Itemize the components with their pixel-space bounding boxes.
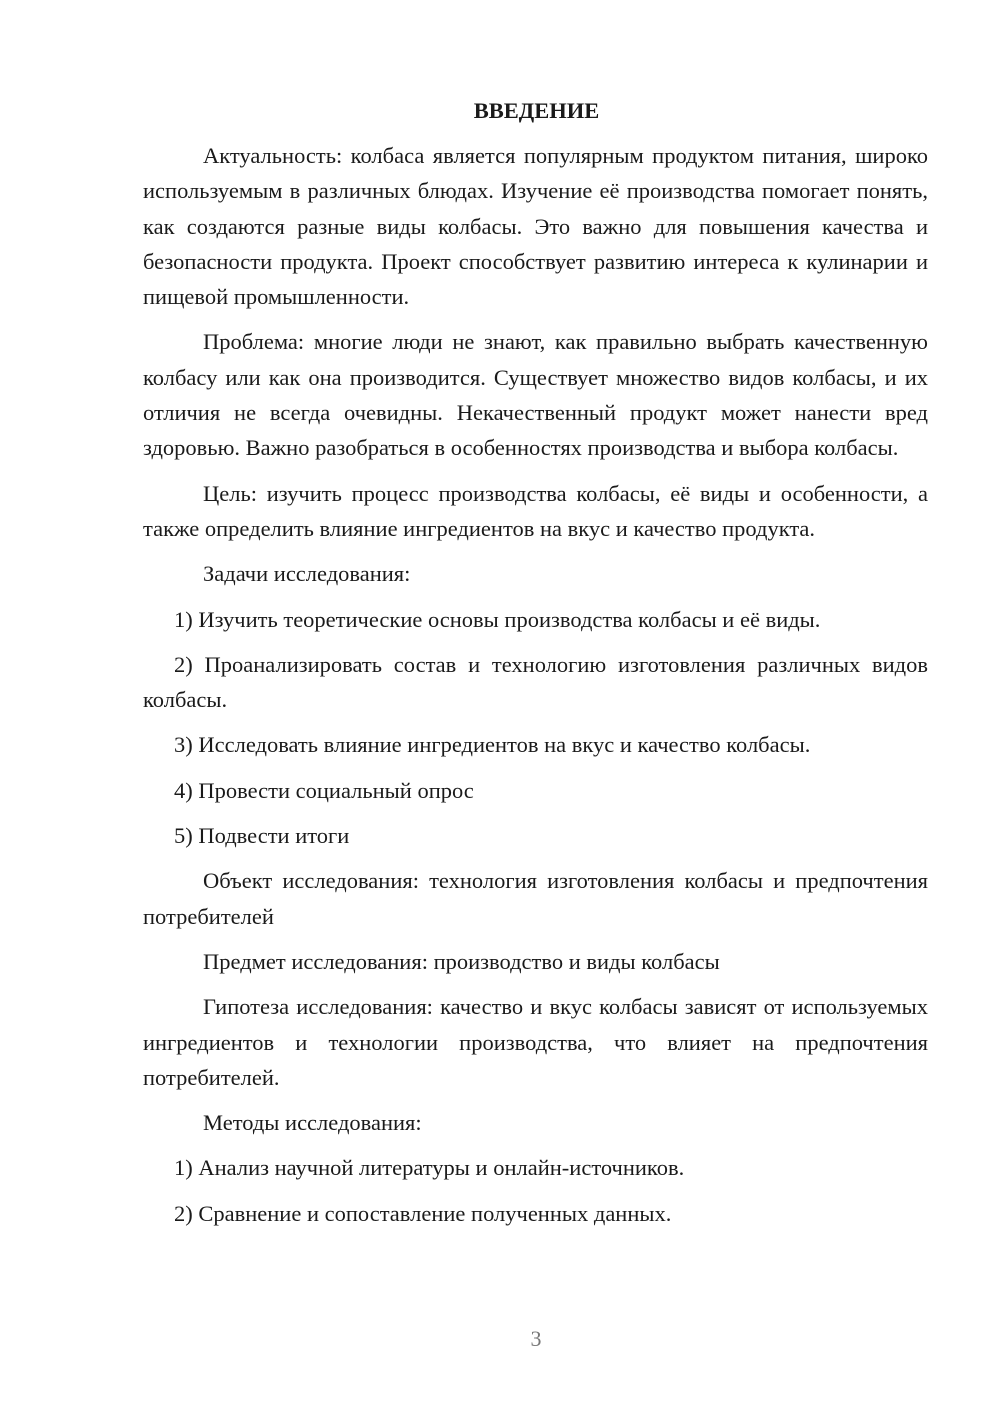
page-number: 3 [530,1326,542,1351]
hypothesis-paragraph: Гипотеза исследования: качество и вкус колбасы зависят от используемых ингредиентов и технологии производства, что влияет на предпочтения потребителей. [143,994,928,1090]
problem-paragraph: Проблема: многие люди не знают, как правильно выбрать качественную колбасу или как она производится. Существует множество видов колбасы, и их отличия не всегда очевидны. Некачественный продукт может нанести вред здоровью. Важно разобраться в особенностях производства и выбора колбасы. [143,329,928,461]
section-title: ВВЕДЕНИЕ [473,98,600,123]
methods-heading: Методы исследования: [203,1110,422,1136]
task-item-5: 5) Подвести итоги [174,823,350,849]
subject-paragraph: Предмет исследования: производство и виды колбасы [203,948,720,974]
task-item-4: 4) Провести социальный опрос [174,777,474,803]
relevance-paragraph: Актуальность: колбаса является популярным продуктом питания, широко используемым в различных блюдах. Изучение её производства помогает понять, как создаются разные виды колбасы. Это важно для повышения качества и безопасности продукта. Проект способствует развитию интереса к кулинарии и пищевой промышленности. [143,143,928,310]
task-item-2: 2) Проанализировать состав и технологию изготовления различных видов колбасы. [143,651,928,713]
task-item-3: 3) Исследовать влияние ингредиентов на вкус и качество колбасы. [174,732,811,758]
tasks-heading: Задачи исследования: [203,561,411,587]
method-item-1: 1) Анализ научной литературы и онлайн-источников. [174,1155,685,1181]
task-item-1: 1) Изучить теоретические основы производства колбасы и её виды. [174,606,821,632]
goal-paragraph: Цель: изучить процесс производства колбасы, её виды и особенности, а также определить влияние ингредиентов на вкус и качество продукта. [143,480,928,541]
method-item-2: 2) Сравнение и сопоставление полученных данных. [174,1200,672,1226]
page-content [143,96,928,1241]
object-paragraph: Объект исследования: технология изготовления колбасы и предпочтения потребителей [143,868,928,929]
